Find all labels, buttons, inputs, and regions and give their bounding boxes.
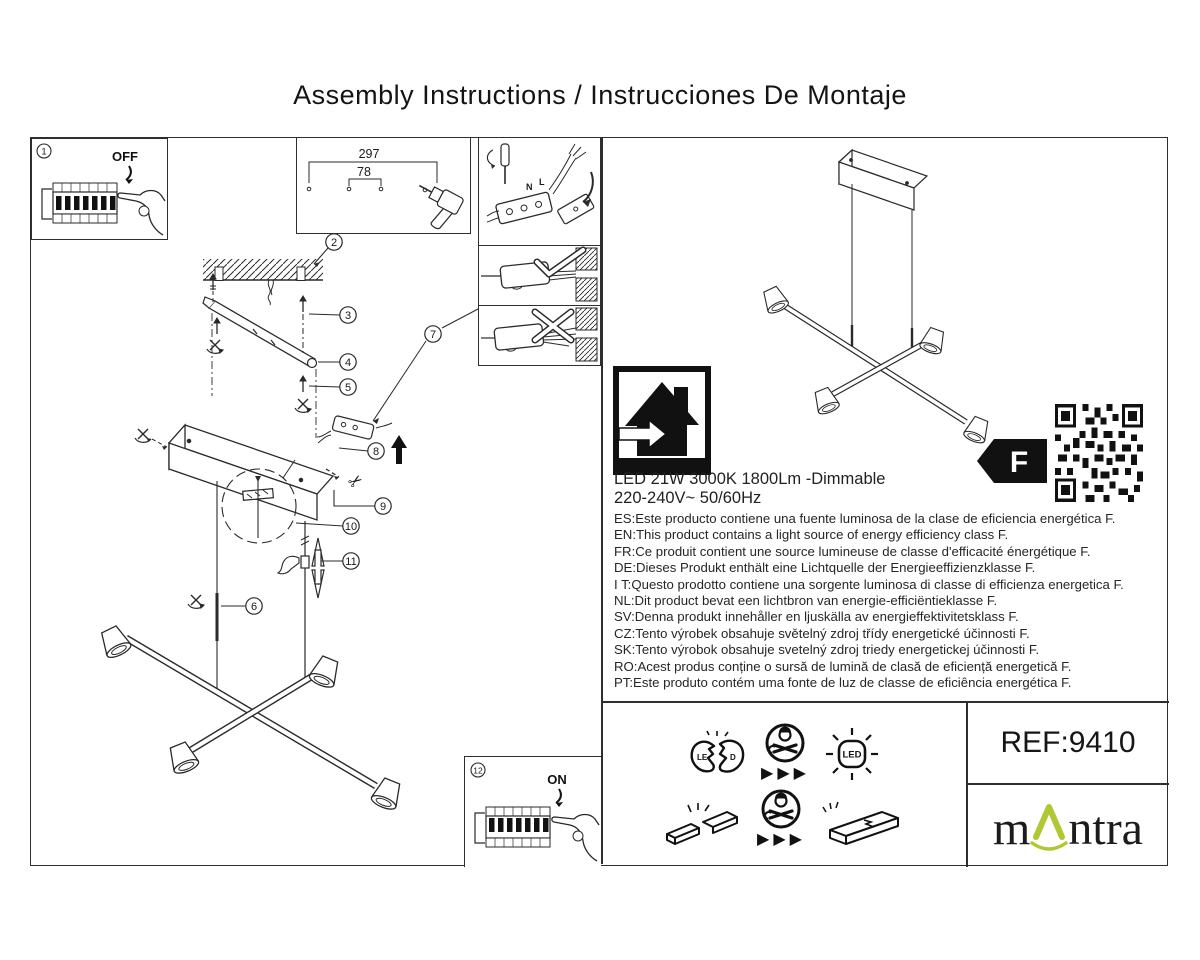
lamp-cross-drawing — [97, 624, 404, 812]
brand-cell — [967, 784, 1169, 867]
circuit-breaker-icon — [475, 807, 550, 847]
hand-adjust-drawing — [278, 556, 299, 573]
up-arrow-icon — [391, 435, 407, 464]
led-replacement-row — [687, 722, 880, 782]
up-down-arrows-icon — [312, 538, 324, 598]
dimension-297: 297 — [358, 147, 380, 161]
technician-icon — [764, 722, 806, 764]
svg-text:12: 12 — [473, 765, 483, 776]
lang-line: EN:This product contains a light source of energy efficiency class F. — [614, 527, 1009, 543]
lang-line: PT:Este produto contém uma fonte de luz de classe de eficiência energética F. — [614, 675, 1072, 691]
lang-line: CZ:Tento výrobek obsahuje světelný zdroj třídy energetické účinnosti F. — [614, 625, 1030, 641]
page-title: Assembly Instructions / Instrucciones De Montaje — [293, 80, 907, 110]
service-pictograms — [601, 702, 966, 867]
svg-text:6: 6 — [250, 601, 258, 613]
panel-wiring-connect — [478, 138, 601, 246]
drill-dimensions-drawing — [297, 138, 469, 231]
technician-icon — [760, 788, 802, 830]
svg-text:3: 3 — [344, 310, 352, 322]
terminal-block-drawing — [495, 192, 552, 224]
scissors-icon: ✂ — [344, 469, 367, 494]
ceiling-drawing — [203, 259, 323, 305]
spot-cone — [308, 654, 343, 690]
brand-text-prefix: m — [993, 802, 1031, 855]
brand-text-suffix: ntra — [1068, 802, 1143, 855]
drill-icon — [405, 178, 464, 231]
spot-cone — [919, 326, 948, 356]
led-lamp-icon — [824, 726, 880, 782]
terminal-n-label: N — [526, 182, 533, 192]
svg-text:10: 10 — [344, 521, 358, 533]
energy-class-statements — [614, 511, 1167, 691]
specs-line2: 220-240V~ 50/60Hz — [614, 489, 762, 507]
wiring-connect-drawing — [479, 138, 599, 243]
svg-text:11: 11 — [345, 556, 357, 568]
triple-arrow-icon: ▶▶▶ — [761, 764, 810, 782]
lang-line: DE:Dieses Produkt enthält eine Lichtquelle der Energieeffizienzklasse F. — [614, 560, 1036, 576]
spot-cone — [97, 624, 133, 661]
height-adjust-group — [278, 521, 324, 678]
cut-cable-group — [326, 469, 391, 514]
wiring-correct-drawing — [479, 246, 599, 303]
qr-code-icon — [1055, 404, 1143, 502]
breaker-off-drawing — [32, 139, 166, 238]
breaker-on-drawing — [465, 757, 600, 866]
screwdriver-icon — [487, 144, 509, 184]
canopy-side-screw — [135, 429, 167, 450]
lang-line: SV:Denna produkt innehåller en ljuskälla av energieffektivitetsklass F. — [614, 609, 1019, 625]
brand-caret-icon — [1028, 801, 1070, 853]
terminal-connector-drawing — [317, 415, 392, 443]
panel-step12 — [464, 756, 601, 867]
qualified-person-step — [761, 722, 810, 782]
panel-drilling — [296, 138, 471, 234]
lang-line: RO:Acest produs conține o sursă de lumină de clasă de eficiență energetică F. — [614, 658, 1072, 674]
callout-3 — [309, 307, 356, 323]
qualified-person-step — [757, 788, 806, 848]
callout-8 — [339, 435, 407, 464]
svg-text:LE: LE — [697, 752, 708, 762]
broken-driver-icon — [661, 800, 743, 848]
callout-4 — [318, 354, 356, 370]
lang-line: NL:Dit product bevat een lichtbron van energie-efficiëntieklasse F. — [614, 593, 998, 609]
panel-wiring-correct — [478, 246, 601, 306]
finished-lamp-drawing — [721, 140, 1001, 452]
indoor-use-icon — [613, 366, 711, 479]
svg-text:LED: LED — [842, 749, 862, 760]
circuit-breaker-icon — [42, 183, 117, 223]
svg-text:9: 9 — [379, 501, 387, 513]
led-driver-icon — [820, 798, 906, 848]
svg-text:D: D — [730, 752, 736, 762]
main-frame — [30, 137, 1168, 866]
canopy-drawing — [169, 425, 333, 520]
off-label: OFF — [112, 149, 138, 164]
svg-text:8: 8 — [372, 446, 380, 458]
energy-class-letter: F — [1009, 446, 1029, 479]
mantra-logo — [993, 801, 1143, 867]
dimension-78: 78 — [357, 165, 371, 179]
lang-line: FR:Ce produit contient une source lumineuse de classe d'efficacité énergétique F. — [614, 543, 1091, 559]
callout-6 — [221, 598, 262, 614]
reference-number: REF:9410 — [1000, 725, 1136, 759]
callout-11 — [321, 553, 359, 569]
panel-step1 — [31, 138, 168, 240]
lang-line: SK:Tento výrobok obsahuje svetelný zdroj triedy energetickej účinnosti F. — [614, 642, 1040, 658]
svg-text:2: 2 — [330, 237, 338, 249]
lang-line: ES:Este producto contiene una fuente luminosa de la clase de eficiencia energética F. — [614, 511, 1116, 526]
reference-cell — [967, 702, 1169, 783]
svg-text:1: 1 — [41, 146, 47, 158]
svg-text:5: 5 — [344, 382, 352, 394]
wiring-wrong-drawing — [479, 306, 599, 363]
terminal-l-label: L — [539, 177, 545, 187]
callout-7 — [373, 309, 478, 424]
mounting-bracket-drawing — [203, 297, 317, 368]
on-label: ON — [547, 772, 567, 787]
cover-plate-drawing — [557, 194, 594, 225]
left-cable-group — [188, 481, 217, 691]
triple-arrow-icon: ▶▶▶ — [757, 830, 806, 848]
svg-text:7: 7 — [429, 329, 437, 341]
broken-led-icon — [687, 730, 747, 782]
specs-line1: LED 21W 3000K 1800Lm -Dimmable — [614, 470, 886, 488]
lamp-specs — [614, 470, 974, 508]
energy-class-arrow-icon — [976, 438, 1048, 484]
panel-wiring-wrong — [478, 306, 601, 366]
svg-text:4: 4 — [344, 357, 352, 369]
lang-line: I T:Questo prodotto contiene una sorgente luminosa di classe di efficienza energetica F. — [614, 576, 1124, 592]
spot-cone — [760, 285, 790, 316]
driver-replacement-row — [661, 788, 906, 848]
